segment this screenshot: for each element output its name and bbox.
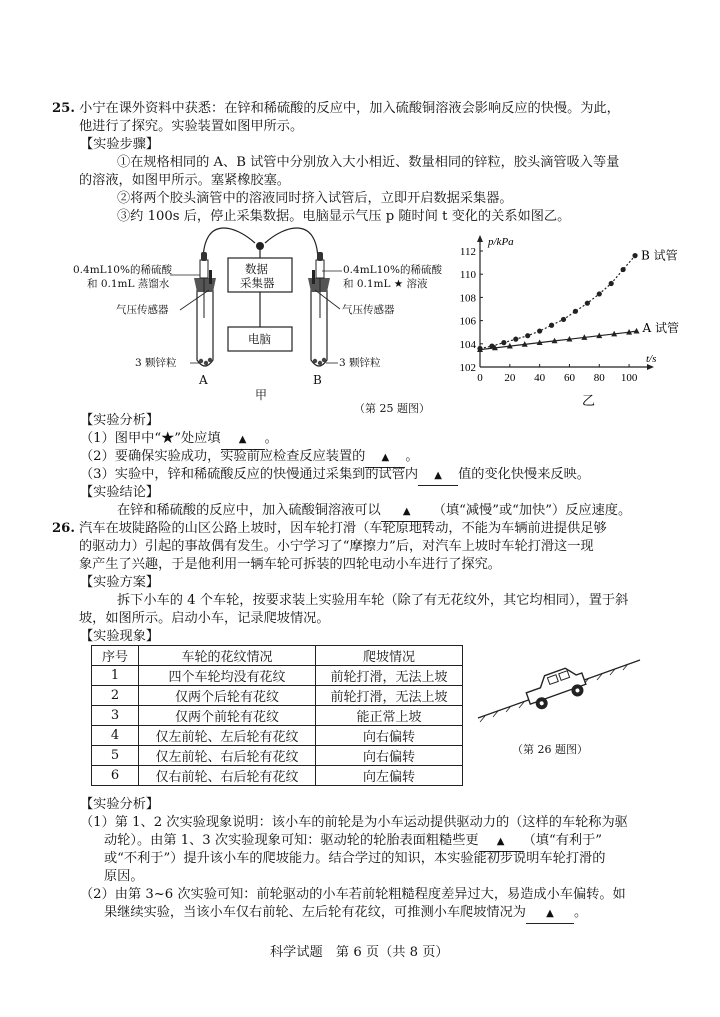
q25-analysis-3: （3）实验中，锌和稀硫酸反应的快慢通过采集到的试管内 ▲ 值的变化快慢来反映。 bbox=[80, 466, 590, 486]
q25-analysis-2: （2）要确保实验成功，实验前应检查反应装置的 ▲ 。 bbox=[80, 448, 419, 468]
q25-analysis-heading: 【实验分析】 bbox=[80, 413, 160, 428]
table-cell: 仅左前轮、左后轮有花纹 bbox=[139, 726, 316, 746]
table-cell: 6 bbox=[92, 766, 139, 786]
table-cell: 5 bbox=[92, 746, 139, 766]
q26-phenomenon-heading: 【实验现象】 bbox=[80, 629, 160, 644]
x-tick-label: 0 bbox=[477, 372, 483, 384]
q25-steps-heading: 【实验步骤】 bbox=[80, 137, 160, 152]
left-zinc-label: 3 颗锌粒 bbox=[135, 357, 177, 369]
q25-conclusion-heading: 【实验结论】 bbox=[80, 485, 160, 500]
q26-analysis-1-line2: 动轮）。由第 1、3 次实验现象可知：驱动轮的轮胎表面粗糙些更 ▲ （填“有利于” bbox=[104, 832, 602, 852]
series-label: B 试管 bbox=[641, 248, 678, 263]
table-header: 车轮的花纹情况 bbox=[139, 646, 316, 666]
table-cell: 前轮打滑，无法上坡 bbox=[316, 666, 463, 686]
q26-analysis-1-line4: 原因。 bbox=[104, 869, 144, 884]
q25-step3: ③约 100s 后，停止采集数据。电脑显示气压 p 随时间 t 变化的关系如图乙。 bbox=[117, 209, 571, 224]
q26-plan-line2: 坡，如图所示。启动小车，记录爬坡情况。 bbox=[79, 611, 330, 626]
series-label: A 试管 bbox=[642, 321, 680, 336]
q25-step1-line1: ①在规格相同的 A、B 试管中分别放入大小相近、数量相同的锌粒，胶头滴管吸入等量 bbox=[117, 155, 620, 170]
x-tick-label: 60 bbox=[563, 372, 575, 384]
page-footer: 科学试题 第 6 页（共 8 页） bbox=[270, 945, 449, 960]
caption-jia: 甲 bbox=[255, 388, 268, 402]
y-axis-label: p/kPa bbox=[488, 236, 514, 248]
y-tick-label: 110 bbox=[459, 269, 476, 282]
x-axis-label: t/s bbox=[646, 353, 657, 365]
table-cell: 四个车轮均没有花纹 bbox=[139, 666, 316, 686]
right-sensor-label: 气压传感器 bbox=[342, 304, 395, 316]
q26-analysis-heading: 【实验分析】 bbox=[80, 797, 160, 812]
q26-plan-heading: 【实验方案】 bbox=[80, 575, 160, 590]
table-cell: 1 bbox=[92, 666, 139, 686]
y-tick-label: 112 bbox=[459, 246, 476, 258]
q26-analysis-2-line1: （2）由第 3~6 次实验可知：前轮驱动的小车若前轮粗糙程度差异过大，易造成小车偏转。如 bbox=[80, 887, 626, 902]
y-tick-label: 108 bbox=[459, 292, 476, 305]
left-solution-label-line1: 0.4mL10%的稀硫酸 bbox=[73, 264, 172, 276]
table-cell: 仅左前轮、右后轮有花纹 bbox=[139, 746, 316, 766]
y-tick-label: 104 bbox=[459, 338, 476, 351]
table-cell: 向右偏转 bbox=[316, 726, 463, 746]
q26-analysis-2-line2: 果继续实验，当该小车仅右前轮、左后轮有花纹，可推测小车爬坡情况为 ▲ 。 bbox=[104, 904, 587, 924]
table-cell: 3 bbox=[92, 706, 139, 726]
q26-intro-line1: 26. 汽车在坡陡路险的山区公路上坡时，因车轮打滑（车轮原地转动，不能为车辆前进提供足够 bbox=[52, 521, 607, 536]
q26-analysis-1-line3: 或“不利于”）提升该小车的爬坡能力。结合学过的知识，本实验能初步说明车轮打滑的 bbox=[104, 851, 606, 866]
q26-plan-line1: 拆下小车的 4 个车轮，按要求装上实验用车轮（除了有无花纹外，其它均相同），置于斜 bbox=[117, 593, 629, 608]
y-tick-label: 102 bbox=[459, 362, 476, 374]
tube-b-label: B bbox=[313, 373, 322, 387]
table-header: 爬坡情况 bbox=[316, 646, 463, 666]
q25-intro-line1: 25. 小宁在课外资料中获悉：在锌和稀硫酸的反应中，加入硫酸铜溶液会影响反应的快慢。为此， bbox=[52, 101, 620, 116]
table-cell: 2 bbox=[92, 686, 139, 706]
q26-intro-line2: 的驱动力）引起的事故偶有发生。小宁学习了“摩擦力”后，对汽车上坡时车轮打滑这一现 bbox=[79, 539, 594, 554]
right-solution-label-line1: 0.4mL10%的稀硫酸 bbox=[343, 264, 442, 276]
car bbox=[523, 664, 589, 713]
q25-step2: ②将两个胶头滴管中的溶液同时挤入试管后，立即开启数据采集器。 bbox=[117, 191, 513, 206]
left-sensor-label: 气压传感器 bbox=[116, 304, 169, 316]
table-cell: 向右偏转 bbox=[316, 746, 463, 766]
x-tick-label: 40 bbox=[534, 372, 546, 384]
right-solution-label-line2: 和 0.1mL ★ 溶液 bbox=[343, 278, 428, 290]
q26-intro-line3: 象产生了兴趣，于是他利用一辆车轮可拆装的四轮电动小车进行了探究。 bbox=[79, 557, 501, 572]
computer-label: 电脑 bbox=[248, 332, 271, 346]
collector-label-line1: 数据 bbox=[245, 262, 268, 276]
figure25-caption: （第 25 题图） bbox=[354, 402, 430, 415]
x-tick-label: 20 bbox=[504, 372, 516, 384]
collector-label-line2: 采集器 bbox=[240, 276, 275, 290]
table-cell: 仅右前轮、右后轮有花纹 bbox=[139, 766, 316, 786]
table-header: 序号 bbox=[92, 646, 139, 666]
table-cell: 4 bbox=[92, 726, 139, 746]
y-tick-label: 106 bbox=[459, 315, 476, 328]
right-zinc-label: 3 颗锌粒 bbox=[339, 357, 381, 369]
left-solution-label-line2: 和 0.1mL 蒸馏水 bbox=[87, 278, 170, 290]
x-tick-label: 80 bbox=[593, 372, 605, 384]
q25-step1-line2: 的溶液，如图甲所示。塞紧橡胶塞。 bbox=[79, 173, 290, 188]
x-tick-label: 100 bbox=[620, 372, 638, 384]
table-cell: 仅两个前轮有花纹 bbox=[139, 706, 316, 726]
q25-intro-line2: 他进行了探究。实验装置如图甲所示。 bbox=[79, 119, 304, 134]
q26-analysis-1-line1: （1）第 1、2 次实验现象说明：该小车的前轮是为小车运动提供驱动力的（这样的车轮称为驱 bbox=[80, 815, 628, 830]
table-cell: 向左偏转 bbox=[316, 766, 463, 786]
q25-conclusion: 在锌和稀硫酸的反应中，加入硫酸铜溶液可以 ▲ （填“减慢”或“加快”）反应速度。 bbox=[117, 502, 631, 522]
chart-caption: 乙 bbox=[582, 394, 596, 409]
q25-analysis-1: （1）图甲中“★”处应填 ▲ 。 bbox=[80, 430, 278, 450]
table-cell: 能正常上坡 bbox=[316, 706, 463, 726]
tube-a-label: A bbox=[199, 373, 208, 387]
table-cell: 仅两个后轮有花纹 bbox=[139, 686, 316, 706]
table-cell: 前轮打滑，无法上坡 bbox=[316, 686, 463, 706]
figure26-caption: （第 26 题图） bbox=[512, 743, 588, 756]
